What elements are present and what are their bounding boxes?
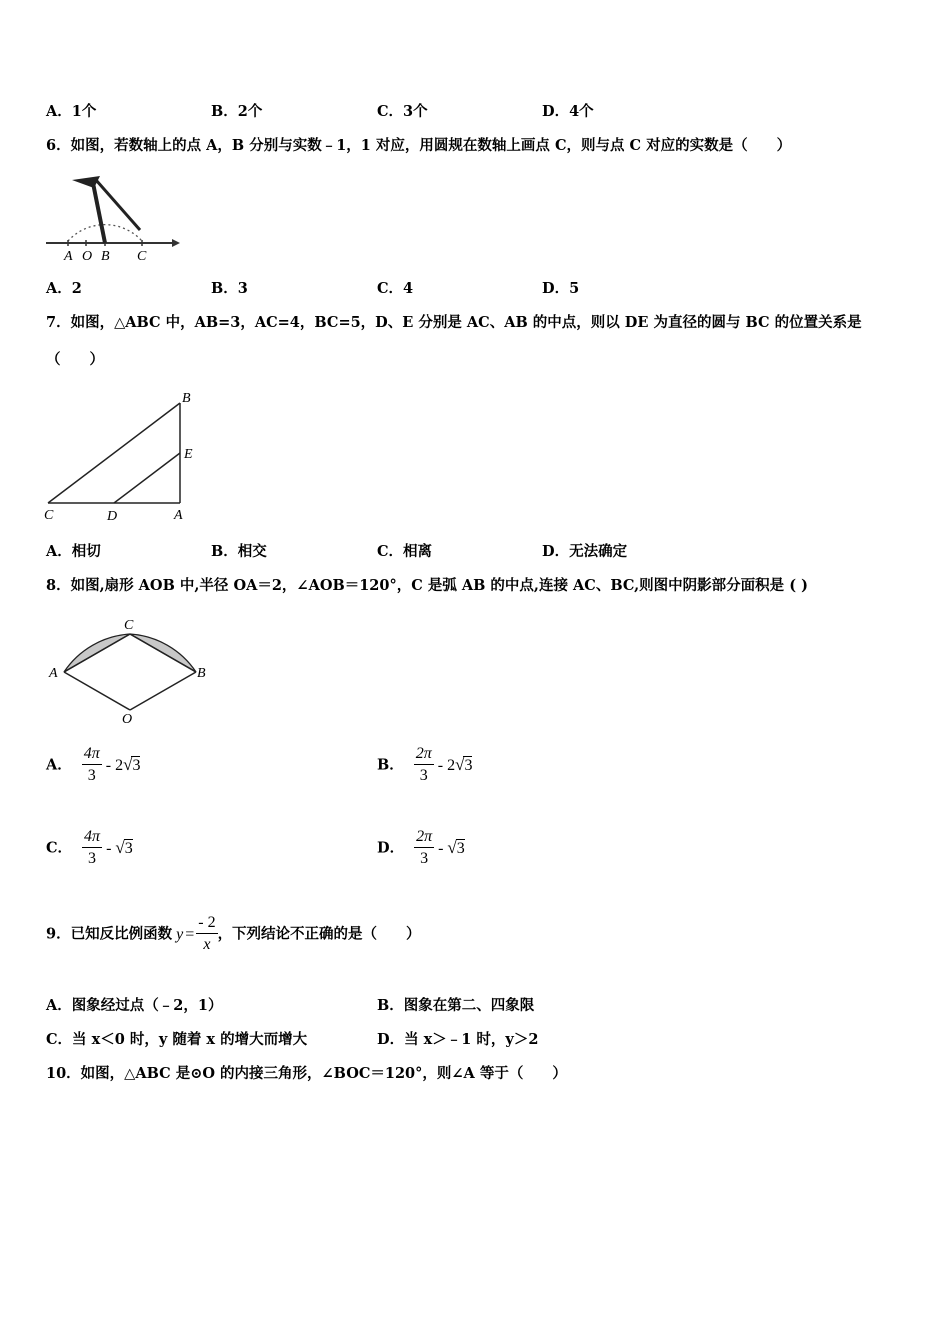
- q8-radius-ob: [130, 672, 196, 710]
- q7-label-a: A: [174, 508, 183, 523]
- q6-number-line-arrow: [172, 239, 180, 247]
- q6-label-a: A: [64, 249, 73, 264]
- q5-option-c: C．3个: [377, 103, 428, 120]
- q6-option-a: A．2: [46, 280, 82, 297]
- q5-option-b: B．2个: [211, 103, 263, 120]
- q7-label-e: E: [184, 447, 193, 462]
- q7-stem-line2: （ ）: [46, 351, 104, 368]
- q7-label-c: C: [44, 508, 54, 523]
- q7-label-d: D: [107, 509, 118, 524]
- q6-stem: 6．如图，若数轴上的点 A，B 分别与实数﹣1，1 对应，用圆规在数轴上画点 C，则与点 C 对应的实数是（ ）: [46, 137, 792, 154]
- q6-label-b: B: [101, 249, 110, 264]
- q9-option-b: B．图象在第二、四象限: [377, 997, 535, 1014]
- q8-label-o: O: [122, 712, 133, 727]
- q8-label-c: C: [124, 618, 134, 633]
- q6-option-d: D．5: [542, 280, 580, 297]
- q5-option-a: A．1个: [46, 103, 97, 120]
- q8-radius-oa: [64, 672, 130, 710]
- q5-option-d: D．4个: [542, 103, 594, 120]
- q9-stem: 9．已知反比例函数 y = $\frac{- 2}{x}$ ，下列结论不正确的是（ ）: [46, 914, 421, 953]
- q7-figure-triangle: [40, 385, 205, 527]
- q8-figure-sector: [44, 612, 214, 727]
- q6-option-c: C．4: [377, 280, 414, 297]
- q7-label-b: B: [182, 391, 191, 406]
- q7-option-b: B．相交: [211, 543, 267, 560]
- q6-figure-compass-number-line: [44, 168, 184, 268]
- q6-label-o: O: [82, 249, 93, 264]
- q7-option-c: C．相离: [377, 543, 433, 560]
- q8-label-b: B: [197, 666, 206, 681]
- q8-option-c: C． $\frac{4\pi}{3}$ - √3: [46, 828, 133, 867]
- q7-option-a: A．相切: [46, 543, 101, 560]
- q9-option-d: D．当 x＞﹣1 时，y＞2: [377, 1031, 539, 1048]
- q6-option-b: B．3: [211, 280, 248, 297]
- q6-label-c: C: [137, 249, 147, 264]
- q8-stem: 8．如图,扇形 AOB 中,半径 OA＝2，∠AOB＝120°，C 是弧 AB 的中点,连接 AC、BC,则图中阴影部分面积是 ( ): [46, 577, 808, 594]
- q10-stem: 10．如图，△ABC 是⊙O 的内接三角形，∠BOC＝120°，则∠A 等于（ ）: [46, 1065, 567, 1082]
- q9-option-c: C．当 x＜0 时，y 随着 x 的增大而增大: [46, 1031, 308, 1048]
- q7-stem-line1: 7．如图，△ABC 中，AB=3，AC=4，BC=5，D、E 分别是 AC、AB 的中点，则以 DE 为直径的圆与 BC 的位置关系是: [46, 314, 862, 331]
- q7-option-d: D．无法确定: [542, 543, 628, 560]
- q8-option-b: B． $\frac{2\pi}{3}$ - 2√3: [377, 745, 473, 784]
- q7-segment-de: [114, 453, 180, 503]
- q8-label-a: A: [49, 666, 58, 681]
- q9-option-a: A．图象经过点（﹣2，1）: [46, 997, 223, 1014]
- q8-option-d: D． $\frac{2\pi}{3}$ - √3: [377, 828, 465, 867]
- q7-side-cb: [48, 403, 180, 503]
- q8-option-a: A． $\frac{4\pi}{3}$ - 2√3: [46, 745, 141, 784]
